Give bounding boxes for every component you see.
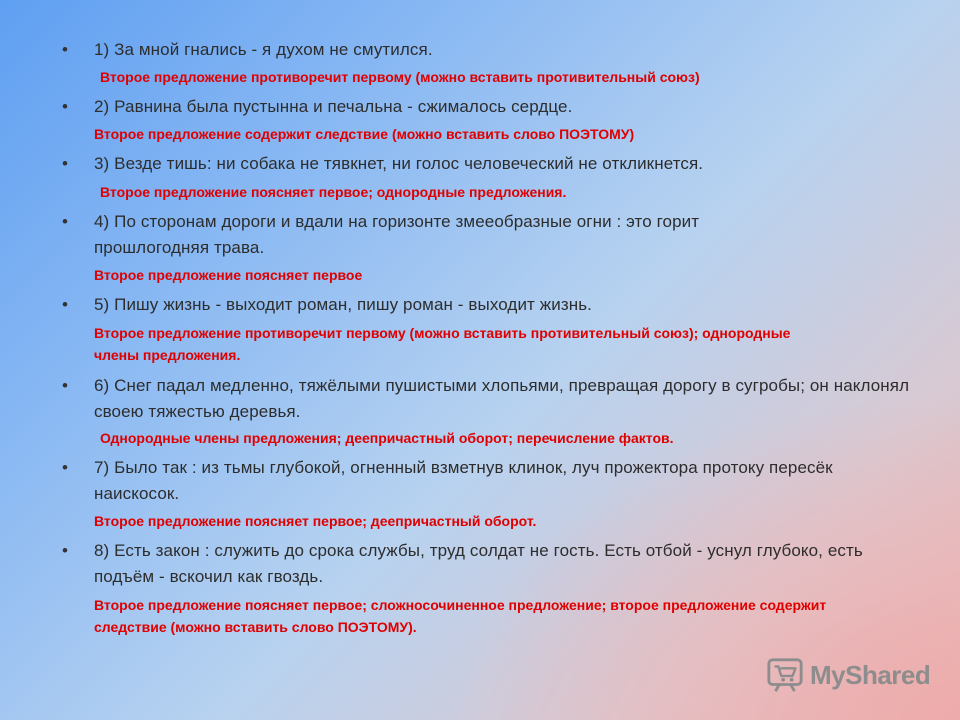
bullet: • xyxy=(62,541,68,560)
bullet: • xyxy=(62,458,68,477)
sentence-text: 5) Пишу жизнь - выходит роман, пишу роман - выходит жизнь. xyxy=(94,295,592,314)
explanation-note: Второе предложение поясняет первое xyxy=(94,267,363,283)
explanation-note: Второе предложение противоречит первому (можно вставить противительный союз); однородные члены предложения. xyxy=(94,325,791,363)
explanation-note: Однородные члены предложения; деепричастный оборот; перечисление фактов. xyxy=(100,430,674,446)
myshared-watermark xyxy=(766,655,930,695)
shopping-cart-icon xyxy=(766,656,804,694)
sentence-text: 6) Снег падал медленно, тяжёлыми пушистыми хлопьями, превращая дорогу в сугробы; он наклонял своею тяжестью деревья. xyxy=(94,376,910,421)
sentence-text: 2) Равнина была пустынна и печальна - сжималось сердце. xyxy=(94,97,573,116)
sentence-text: 7) Было так : из тьмы глубокой, огненный взметнув клинок, луч прожектора протоку пересёк наискосок. xyxy=(94,458,833,503)
sentence-text: 8) Есть закон : служить до срока службы, труд солдат не гость. Есть отбой - уснул глубоко, есть подъём - вскочил как гвоздь. xyxy=(94,541,863,586)
explanation-note: Второе предложение поясняет первое; деепричастный оборот. xyxy=(94,513,537,529)
sentence-text: 4) По сторонам дороги и вдали на горизонте змееобразные огни : это горит прошлогодняя трава. xyxy=(94,212,700,257)
bullet: • xyxy=(62,40,68,59)
bullet: • xyxy=(62,212,68,231)
sentence-text: 1) За мной гнались - я духом не смутился. xyxy=(94,40,433,59)
explanation-note: Второе предложение противоречит первому (можно вставить противительный союз) xyxy=(100,69,700,85)
bullet: • xyxy=(62,154,68,173)
sentence-text: 3) Везде тишь: ни собака не тявкнет, ни голос человеческий не откликнется. xyxy=(94,154,704,173)
explanation-note: Второе предложение содержит следствие (можно вставить слово ПОЭТОМУ) xyxy=(94,126,635,142)
bullet: • xyxy=(62,295,68,314)
explanation-note: Второе предложение поясняет первое; однородные предложения. xyxy=(100,184,567,200)
bullet: • xyxy=(62,97,68,116)
explanation-note: Второе предложение поясняет первое; сложносочиненное предложение; второе предложение содержит следствие (можно вставить слово ПОЭТОМУ). xyxy=(94,597,827,635)
bullet: • xyxy=(62,376,68,395)
watermark-text: MyShared xyxy=(810,659,931,690)
